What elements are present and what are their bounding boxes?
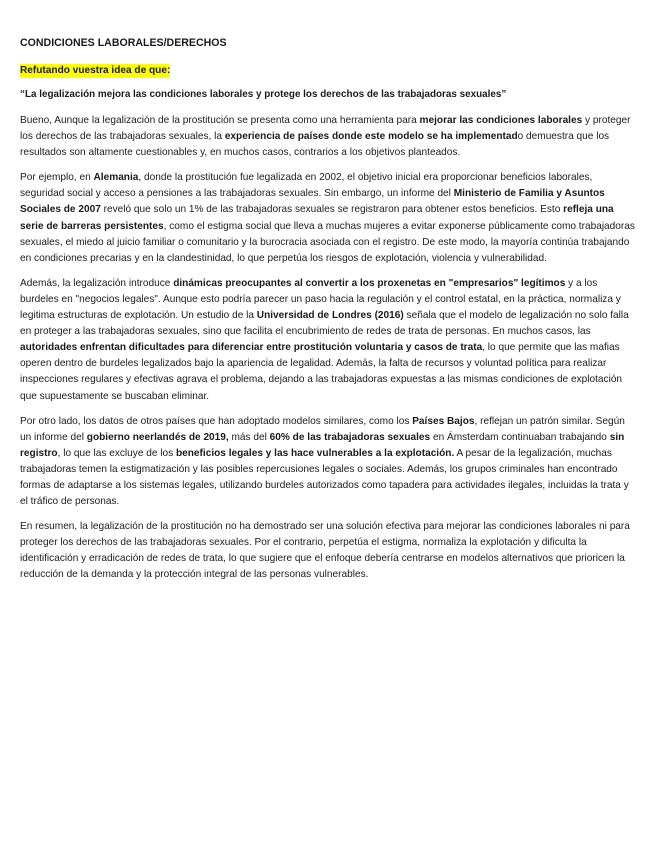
text-run: , lo que permite que las mafias operen dentro de burdeles legalizados bajo la apariencia de legalidad. Además, la falta de recursos y voluntad política para realizar inspecciones regulares y efectivas agrava el problema, dejando a las trabajadoras expuestas a las mismas condiciones de explotación que supuestamente se buscaban eliminar. xyxy=(20,342,623,402)
bold-text: Universidad de Londres (2016) xyxy=(256,310,404,322)
bold-text: experiencia de países donde este modelo se ha implementad xyxy=(224,131,518,143)
text-run: , donde la prostitución fue legalizada en 2002, el objetivo inicial era proporcionar beneficios laborales, seguridad social y acceso a pensiones a las trabajadoras sexuales. Sin embargo, un informe del xyxy=(20,172,593,200)
bold-text: Ministerio de Familia y Asuntos Sociales de 2007 xyxy=(20,188,605,216)
text-run: reveló que solo un 1% de las trabajadoras sexuales se registraron para obtener estos beneficios. Esto xyxy=(100,204,564,216)
text-run: Además, la legalización introduce xyxy=(20,277,174,289)
quoted-claim: “La legalización mejora las condiciones laborales y protege los derechos de las trabajadoras sexuales” xyxy=(20,89,507,100)
body-text xyxy=(20,113,637,584)
bold-text: Países Bajos xyxy=(412,415,475,427)
text-run: más del xyxy=(228,431,270,443)
text-run: Bueno, Aunque la legalización de la prostitución se presenta como una herramienta para xyxy=(20,115,420,126)
text-run: o demuestra que los resultados son altamente cuestionables y, en muchos casos, contrarios a los objetivos planteados. xyxy=(20,131,610,159)
paragraph xyxy=(20,113,637,161)
text-run: En resumen, la legalización de la prostitución no ha demostrado ser una solución efectiva para mejorar las condiciones laborales ni para proteger los derechos de las trabajadoras sexuales. Por el contrario, perpetúa el estigma, normaliza la explotación y dificulta la identificación y erradicación de redes de trata, lo que sugiere que el enfoque debería centrarse en modelos alternativos que prioricen la reducción de la demanda y la protección integral de las personas vulnerables. xyxy=(20,521,630,581)
text-run: en Ámsterdam continuaban trabajando xyxy=(430,431,610,443)
document-title: CONDICIONES LABORALES/DERECHOS xyxy=(20,37,227,49)
highlighted-heading: Refutando vuestra idea de que: xyxy=(20,65,171,76)
bold-text: gobierno neerlandés de 2019, xyxy=(86,431,229,443)
bold-text: beneficios legales y las hace vulnerables a la explotación. xyxy=(175,447,455,459)
bold-text: 60% de las trabajadoras sexuales xyxy=(269,431,431,443)
bold-text: dinámicas preocupantes al convertir a los proxenetas en "empresarios" legítimos xyxy=(173,277,566,289)
bold-text: mejorar las condiciones laborales xyxy=(419,115,583,126)
bold-text: autoridades enfrentan dificultades para diferenciar entre prostitución voluntaria y casos de trata xyxy=(20,342,483,354)
bold-text: Alemania xyxy=(93,172,139,184)
text-run: A pesar de la legalización, muchas trabajadoras temen la estigmatización y las posibles repercusiones legales o sociales. Además, los grupos criminales han encontrado formas de adaptarse a los sistemas legales, utilizando burdeles autorizados como tapadera para actividades ilegales, incluidas la trata y el tráfico de personas. xyxy=(20,447,629,508)
text-run: , como el estigma social que lleva a muchas mujeres a evitar exponerse públicamente como trabajadoras sexuales, el miedo al juicio familiar o comunitario y la burocracia asociada con el registro. De este modo, la mayoría continúa trabajando en condiciones precarias y en la clandestinidad, lo que perpetúa los riesgos de explotación, violencia y vulnerabilidad. xyxy=(20,220,635,264)
text-run: Por ejemplo, en xyxy=(20,172,94,184)
text-run: y proteger los derechos de las trabajadoras sexuales, la xyxy=(20,115,631,143)
paragraph xyxy=(20,170,637,267)
paragraph xyxy=(20,276,637,405)
paragraph xyxy=(20,519,637,583)
text-run: y a los burdeles en "negocios legales". Aunque esto podría parecer un paso hacia la regulación y el control estatal, en la práctica, normaliza y legitima estructuras de explotación. Un estudio de la xyxy=(20,277,621,322)
bold-text: refleja una serie de barreras persistentes xyxy=(20,204,614,232)
text-run: Por otro lado, los datos de otros países que han adoptado modelos similares, como los xyxy=(20,415,413,427)
text-run: , reflejan un patrón similar. Según un informe del xyxy=(20,415,625,443)
bold-text: sin registro xyxy=(20,431,625,459)
text-run: , lo que las excluye de los xyxy=(57,447,176,459)
text-run: señala que el modelo de legalización no solo falla en proteger a las trabajadoras sexuales, sino que facilita el encubrimiento de redes de trata de personas. En muchos casos, las xyxy=(20,310,629,338)
paragraph xyxy=(20,414,637,511)
